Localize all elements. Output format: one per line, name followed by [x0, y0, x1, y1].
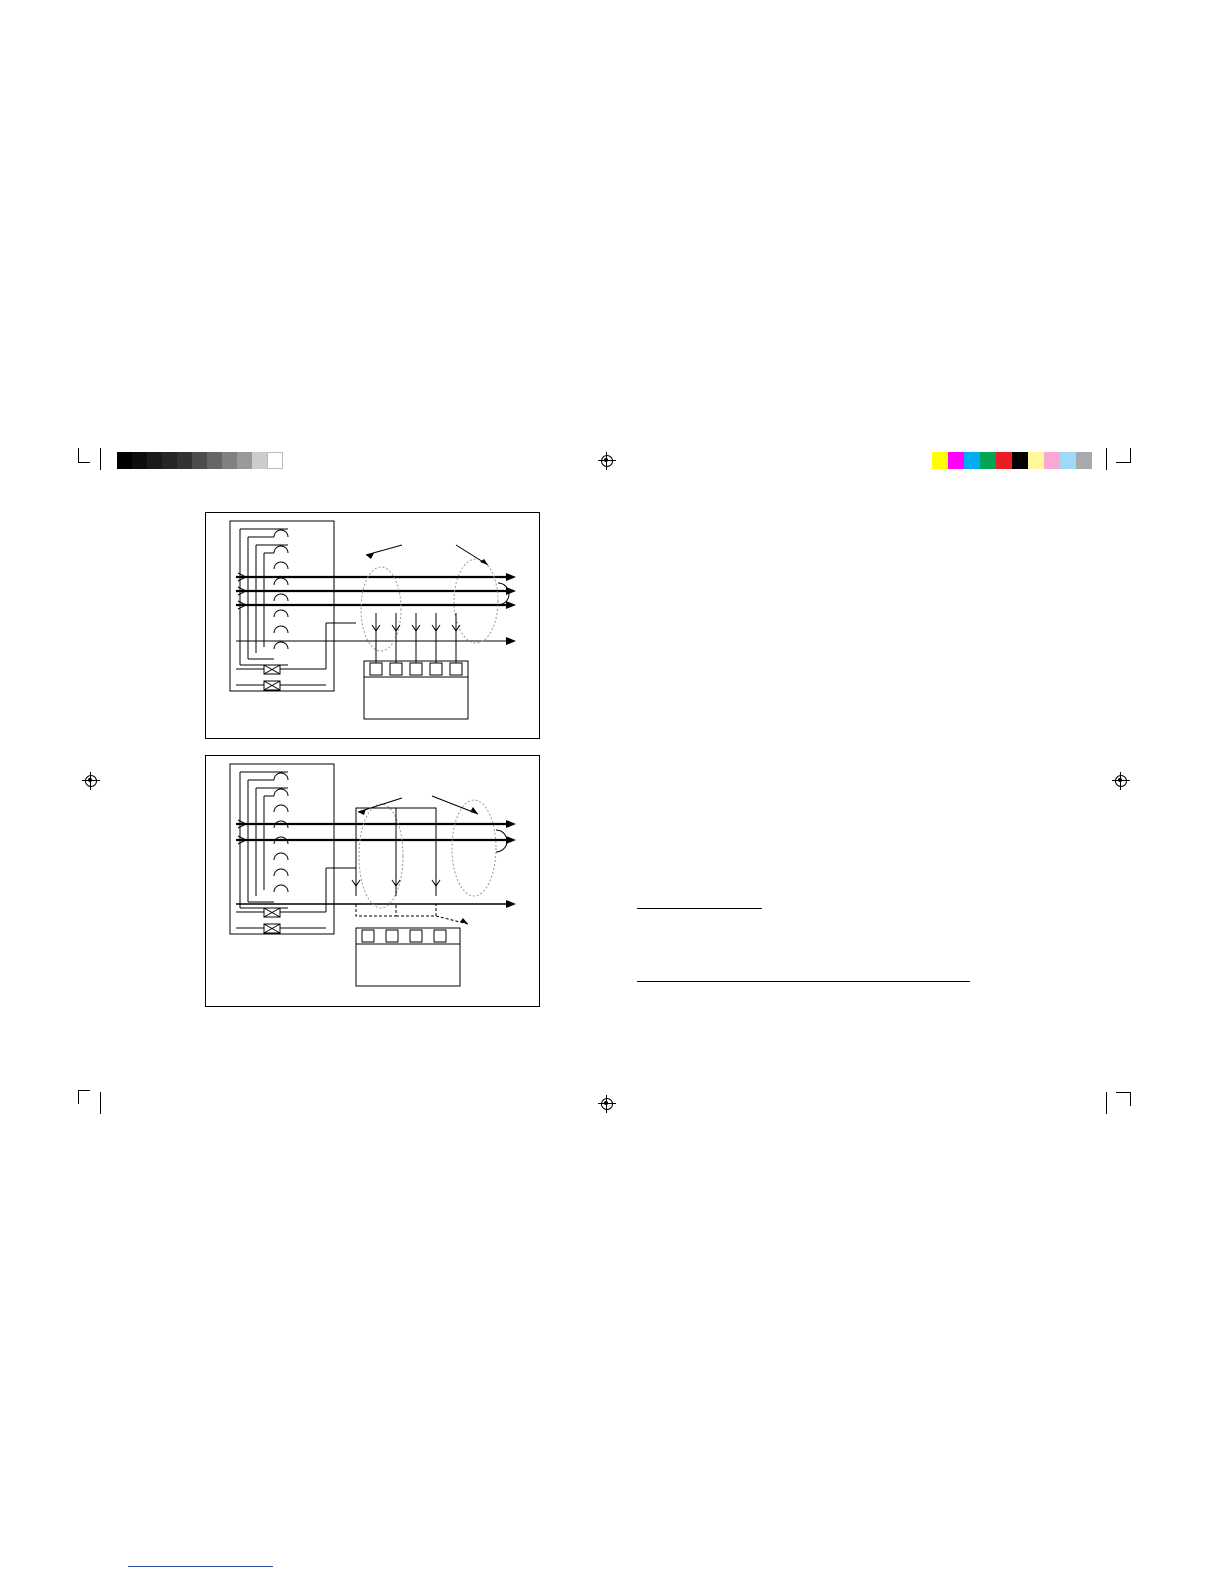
short-underline-rule — [637, 908, 762, 909]
wiring-diagram-bottom — [205, 755, 540, 1007]
bottom-diagram-svg — [206, 756, 539, 1006]
crop-mark-top-right — [1106, 448, 1134, 470]
wiring-diagram-top — [205, 512, 540, 739]
long-underline-rule — [637, 981, 970, 982]
registration-mark-bottom-center — [598, 1095, 616, 1113]
footer-link[interactable] — [128, 1556, 273, 1567]
crop-mark-top-left — [78, 448, 106, 470]
registration-mark-left-middle — [82, 772, 100, 790]
color-control-bar — [932, 452, 1092, 469]
registration-mark-right-middle — [1112, 772, 1130, 790]
crop-mark-bottom-left — [78, 1090, 106, 1114]
crop-mark-bottom-right — [1106, 1090, 1134, 1114]
top-diagram-svg — [206, 513, 539, 738]
grayscale-step-wedge — [117, 452, 283, 469]
registration-mark-top-center — [598, 452, 616, 470]
